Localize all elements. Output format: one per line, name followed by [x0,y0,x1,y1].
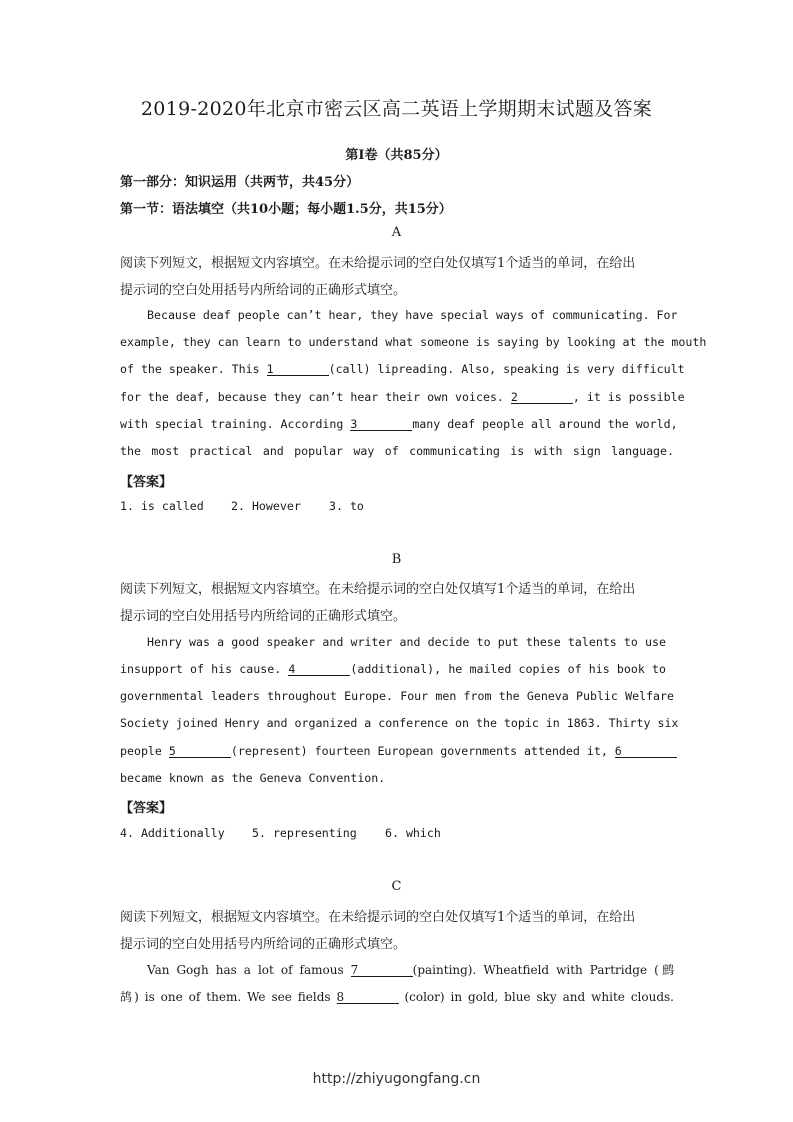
answer-4: 4. Additionally [120,826,225,840]
section-b-instruction-2: 提示词的空白处用括号内所给词的正确形式填空。 [120,609,407,624]
passage-c-line-2: 鸪) is one of them. We see fields 8 (color) in gold, blue sky and white clouds. [120,990,674,1004]
blank-1[interactable]: 1 [267,363,329,376]
section-heading: 第一节：语法填空（共10小题；每小题1.5分，共15分） [120,202,452,217]
answer-3: 3. to [329,499,364,513]
section-c-instruction-1: 阅读下列短文，根据短文内容填空。在未给提示词的空白处仅填写1个适当的单词，在给出 [120,910,636,925]
answers-b [120,826,441,840]
blank-8[interactable]: 8 [337,991,399,1004]
answer-2: 2. However [231,499,301,513]
section-a-letter: A [391,225,402,240]
answer-1: 1. is called [120,499,204,513]
answer-label-a: 【答案】 [120,475,173,490]
passage-b-line-4: Society joined Henry and organized a conference on the topic in 1863. Thirty six [120,716,679,730]
blank-6[interactable]: 6 [615,745,677,758]
blank-7[interactable]: 7 [351,964,413,977]
passage-a-line-5: with special training. According 3 many deaf people all around the world, [120,417,678,431]
section-b-letter: B [391,552,402,567]
volume-heading: 第Ⅰ卷（共85分） [345,148,448,163]
passage-a-line-1: Because deaf people can’t hear, they have special ways of communicating. For [147,308,678,322]
answer-label-b: 【答案】 [120,801,173,816]
document-title: 2019-2020年北京市密云区高二英语上学期期末试题及答案 [140,98,653,120]
answer-5: 5. representing [252,826,357,840]
passage-c-line-1: Van Gogh has a lot of famous 7 (painting). Wheatfield with Partridge (鹧 [147,963,674,977]
passage-b-line-3: governmental leaders throughout Europe. Four men from the Geneva Public Welfare [120,689,674,703]
passage-b-line-1: Henry was a good speaker and writer and decide to put these talents to use [147,635,666,649]
blank-4[interactable]: 4 [288,663,350,676]
passage-a-line-6: the most practical and popular way of communicating is with sign language. [120,444,674,458]
section-c-letter: C [391,879,402,894]
passage-a-line-4: for the deaf, because they can’t hear their own voices. 2 , it is possible [120,390,685,404]
passage-a-line-2: example, they can learn to understand what someone is saying by looking at the mouth [120,335,707,349]
section-a-instruction-2: 提示词的空白处用括号内所给词的正确形式填空。 [120,283,407,298]
blank-2[interactable]: 2 [511,391,573,404]
blank-3[interactable]: 3 [350,418,412,431]
blank-5[interactable]: 5 [169,745,231,758]
answer-6: 6. which [385,826,441,840]
footer-url: http://zhiyugongfang.cn [312,1071,481,1087]
section-b-instruction-1: 阅读下列短文，根据短文内容填空。在未给提示词的空白处仅填写1个适当的单词，在给出 [120,582,636,597]
passage-b-line-5: people 5 (represent) fourteen European governments attended it, 6 [120,744,674,758]
passage-b-line-2: insupport of his cause. 4 (additional), he mailed copies of his book to [120,662,666,676]
part-heading: 第一部分：知识运用（共两节，共45分） [120,175,360,190]
section-c-instruction-2: 提示词的空白处用括号内所给词的正确形式填空。 [120,937,407,952]
answers-a [120,499,364,513]
section-a-instruction-1: 阅读下列短文，根据短文内容填空。在未给提示词的空白处仅填写1个适当的单词，在给出 [120,256,636,271]
passage-b-line-6: became known as the Geneva Convention. [120,771,386,785]
passage-a-line-3: of the speaker. This 1 (call) lipreading. Also, speaking is very difficult [120,362,685,376]
